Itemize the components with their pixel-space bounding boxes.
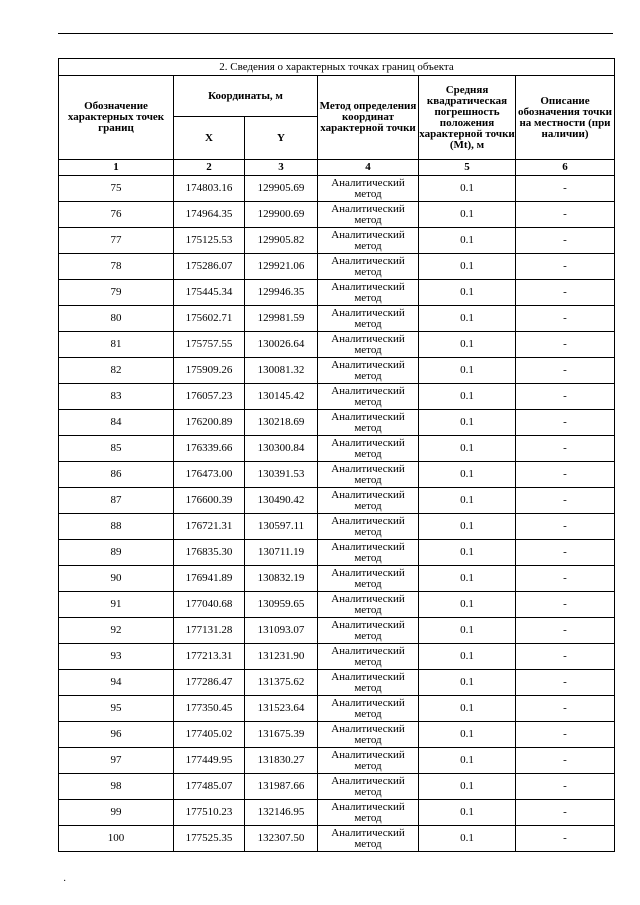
table-row [59,618,615,644]
table-row [59,410,615,436]
description-cell: - [516,748,615,774]
point-id-cell: 98 [59,774,174,800]
coord-y-cell: 131830.27 [245,748,318,774]
accuracy-cell: 0.1 [419,254,516,280]
description-cell: - [516,592,615,618]
column-number: 4 [318,160,419,176]
column-number: 6 [516,160,615,176]
table-row [59,358,615,384]
point-id-cell: 86 [59,462,174,488]
section-title: 2. Сведения о характерных точках границ объекта [59,59,615,76]
coord-x-cell: 176941.89 [174,566,245,592]
method-cell: Аналитический метод [318,800,419,826]
coord-x-cell: 176721.31 [174,514,245,540]
point-id-cell: 88 [59,514,174,540]
method-cell: Аналитический метод [318,696,419,722]
description-cell: - [516,488,615,514]
method-cell: Аналитический метод [318,254,419,280]
accuracy-cell: 0.1 [419,488,516,514]
description-cell: - [516,826,615,852]
accuracy-cell: 0.1 [419,800,516,826]
method-cell: Аналитический метод [318,228,419,254]
method-cell: Аналитический метод [318,514,419,540]
coord-x-cell: 177405.02 [174,722,245,748]
coord-x-cell: 177449.95 [174,748,245,774]
header-method: Метод определения координат характерной точки [318,76,419,160]
coord-x-cell: 177213.31 [174,644,245,670]
description-cell: - [516,670,615,696]
coord-y-cell: 129946.35 [245,280,318,306]
table-row [59,670,615,696]
column-number: 5 [419,160,516,176]
accuracy-cell: 0.1 [419,358,516,384]
table-row [59,826,615,852]
point-id-cell: 93 [59,644,174,670]
coord-y-cell: 131231.90 [245,644,318,670]
point-id-cell: 99 [59,800,174,826]
table-row [59,800,615,826]
method-cell: Аналитический метод [318,592,419,618]
description-cell: - [516,514,615,540]
table-row [59,436,615,462]
accuracy-cell: 0.1 [419,462,516,488]
point-id-cell: 84 [59,410,174,436]
table-row [59,462,615,488]
description-cell: - [516,722,615,748]
point-id-cell: 75 [59,176,174,202]
coord-y-cell: 130832.19 [245,566,318,592]
point-id-cell: 97 [59,748,174,774]
page-speck: · [63,876,67,887]
table-row [59,540,615,566]
accuracy-cell: 0.1 [419,306,516,332]
description-cell: - [516,462,615,488]
method-cell: Аналитический метод [318,670,419,696]
coord-y-cell: 131375.62 [245,670,318,696]
header-description: Описание обозначения точки на местности (при наличии) [516,76,615,160]
method-cell: Аналитический метод [318,618,419,644]
coord-y-cell: 130145.42 [245,384,318,410]
header-row-1 [59,76,615,117]
description-cell: - [516,618,615,644]
header-accuracy: Средняя квадратическая погрешность положения характерной точки (Mt), м [419,76,516,160]
method-cell: Аналитический метод [318,644,419,670]
coord-y-cell: 130490.42 [245,488,318,514]
header-designation: Обозначение характерных точек границ [59,76,174,160]
coord-x-cell: 177350.45 [174,696,245,722]
table-row [59,306,615,332]
table-row [59,202,615,228]
description-cell: - [516,436,615,462]
point-id-cell: 76 [59,202,174,228]
point-id-cell: 80 [59,306,174,332]
table-row [59,176,615,202]
method-cell: Аналитический метод [318,384,419,410]
coord-x-cell: 174803.16 [174,176,245,202]
coord-y-cell: 132146.95 [245,800,318,826]
point-id-cell: 85 [59,436,174,462]
coord-y-cell: 129921.06 [245,254,318,280]
column-number: 1 [59,160,174,176]
table-row [59,644,615,670]
coord-x-cell: 175602.71 [174,306,245,332]
description-cell: - [516,254,615,280]
accuracy-cell: 0.1 [419,618,516,644]
point-id-cell: 82 [59,358,174,384]
coord-x-cell: 176600.39 [174,488,245,514]
method-cell: Аналитический метод [318,358,419,384]
description-cell: - [516,800,615,826]
coord-x-cell: 176473.00 [174,462,245,488]
point-id-cell: 79 [59,280,174,306]
coord-x-cell: 175757.55 [174,332,245,358]
point-id-cell: 96 [59,722,174,748]
coord-x-cell: 174964.35 [174,202,245,228]
table-row [59,280,615,306]
description-cell: - [516,202,615,228]
accuracy-cell: 0.1 [419,384,516,410]
description-cell: - [516,176,615,202]
method-cell: Аналитический метод [318,774,419,800]
table-row [59,254,615,280]
method-cell: Аналитический метод [318,306,419,332]
method-cell: Аналитический метод [318,540,419,566]
accuracy-cell: 0.1 [419,514,516,540]
section-title-row [59,59,615,76]
column-number: 3 [245,160,318,176]
coord-x-cell: 175125.53 [174,228,245,254]
table-row [59,566,615,592]
accuracy-cell: 0.1 [419,722,516,748]
page-top-rule [58,33,613,34]
coord-x-cell: 176057.23 [174,384,245,410]
method-cell: Аналитический метод [318,410,419,436]
accuracy-cell: 0.1 [419,202,516,228]
point-id-cell: 81 [59,332,174,358]
table-row [59,488,615,514]
coord-y-cell: 132307.50 [245,826,318,852]
accuracy-cell: 0.1 [419,696,516,722]
description-cell: - [516,410,615,436]
accuracy-cell: 0.1 [419,228,516,254]
table-row [59,332,615,358]
point-id-cell: 83 [59,384,174,410]
coord-x-cell: 177485.07 [174,774,245,800]
point-id-cell: 91 [59,592,174,618]
coord-y-cell: 131093.07 [245,618,318,644]
header-y: Y [245,117,318,160]
point-id-cell: 87 [59,488,174,514]
header-x: X [174,117,245,160]
method-cell: Аналитический метод [318,488,419,514]
accuracy-cell: 0.1 [419,280,516,306]
table-row [59,774,615,800]
coord-x-cell: 175286.07 [174,254,245,280]
accuracy-cell: 0.1 [419,774,516,800]
column-number: 2 [174,160,245,176]
point-id-cell: 95 [59,696,174,722]
coord-y-cell: 130391.53 [245,462,318,488]
accuracy-cell: 0.1 [419,436,516,462]
coord-y-cell: 129981.59 [245,306,318,332]
method-cell: Аналитический метод [318,436,419,462]
description-cell: - [516,696,615,722]
table-row [59,228,615,254]
description-cell: - [516,644,615,670]
header-coordinates: Координаты, м [174,76,318,117]
method-cell: Аналитический метод [318,202,419,228]
point-id-cell: 90 [59,566,174,592]
description-cell: - [516,306,615,332]
coord-x-cell: 175445.34 [174,280,245,306]
coord-x-cell: 176339.66 [174,436,245,462]
table-row [59,514,615,540]
method-cell: Аналитический метод [318,280,419,306]
accuracy-cell: 0.1 [419,410,516,436]
table-row [59,592,615,618]
method-cell: Аналитический метод [318,176,419,202]
coord-x-cell: 176200.89 [174,410,245,436]
description-cell: - [516,384,615,410]
table-body [59,176,615,852]
accuracy-cell: 0.1 [419,826,516,852]
description-cell: - [516,540,615,566]
point-id-cell: 89 [59,540,174,566]
description-cell: - [516,566,615,592]
coord-x-cell: 177131.28 [174,618,245,644]
coord-y-cell: 129905.82 [245,228,318,254]
coord-y-cell: 130711.19 [245,540,318,566]
point-id-cell: 100 [59,826,174,852]
method-cell: Аналитический метод [318,748,419,774]
accuracy-cell: 0.1 [419,644,516,670]
coord-x-cell: 177525.35 [174,826,245,852]
coord-y-cell: 131675.39 [245,722,318,748]
coord-y-cell: 130959.65 [245,592,318,618]
point-id-cell: 78 [59,254,174,280]
description-cell: - [516,358,615,384]
method-cell: Аналитический метод [318,462,419,488]
coord-y-cell: 129900.69 [245,202,318,228]
accuracy-cell: 0.1 [419,176,516,202]
coord-y-cell: 130026.64 [245,332,318,358]
coord-x-cell: 177286.47 [174,670,245,696]
coord-y-cell: 130597.11 [245,514,318,540]
table-row [59,384,615,410]
accuracy-cell: 0.1 [419,540,516,566]
description-cell: - [516,280,615,306]
method-cell: Аналитический метод [318,722,419,748]
point-id-cell: 92 [59,618,174,644]
description-cell: - [516,332,615,358]
coord-x-cell: 177510.23 [174,800,245,826]
coord-y-cell: 130218.69 [245,410,318,436]
point-id-cell: 77 [59,228,174,254]
point-id-cell: 94 [59,670,174,696]
method-cell: Аналитический метод [318,332,419,358]
coord-y-cell: 131987.66 [245,774,318,800]
table-row [59,748,615,774]
coord-x-cell: 177040.68 [174,592,245,618]
accuracy-cell: 0.1 [419,566,516,592]
description-cell: - [516,228,615,254]
accuracy-cell: 0.1 [419,748,516,774]
coord-y-cell: 130300.84 [245,436,318,462]
accuracy-cell: 0.1 [419,332,516,358]
description-cell: - [516,774,615,800]
method-cell: Аналитический метод [318,826,419,852]
coord-x-cell: 175909.26 [174,358,245,384]
accuracy-cell: 0.1 [419,592,516,618]
coord-y-cell: 131523.64 [245,696,318,722]
column-numbers-row [59,160,615,176]
boundary-points-table [58,58,615,852]
coord-x-cell: 176835.30 [174,540,245,566]
coord-y-cell: 129905.69 [245,176,318,202]
accuracy-cell: 0.1 [419,670,516,696]
method-cell: Аналитический метод [318,566,419,592]
coord-y-cell: 130081.32 [245,358,318,384]
table-row [59,696,615,722]
table-row [59,722,615,748]
